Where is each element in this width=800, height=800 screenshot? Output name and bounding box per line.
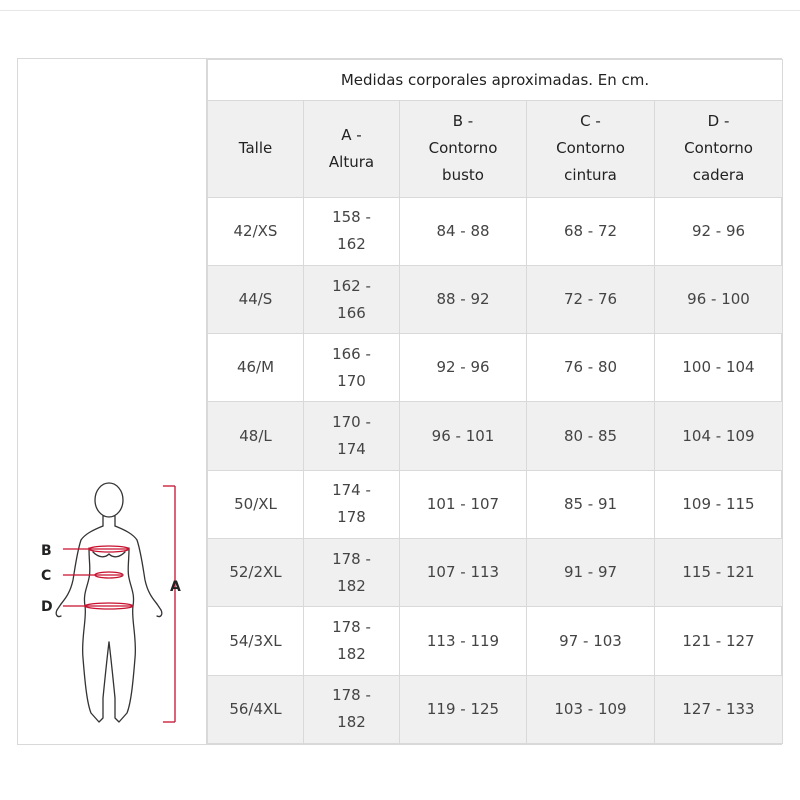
body-measurement-figure	[17, 58, 207, 745]
cell-altura: 178 - 182	[304, 675, 400, 743]
table-row	[208, 197, 783, 265]
cell-talle: 44/S	[208, 265, 304, 333]
cell-cadera: 104 - 109	[655, 402, 783, 470]
cell-busto: 92 - 96	[400, 334, 527, 402]
cell-altura: 174 - 178	[304, 470, 400, 538]
table-row	[208, 539, 783, 607]
cell-cadera: 109 - 115	[655, 470, 783, 538]
top-divider	[0, 10, 800, 11]
label-d: D	[41, 599, 53, 615]
label-c: C	[41, 568, 52, 584]
table-row	[208, 607, 783, 675]
cell-cintura: 85 - 91	[527, 470, 655, 538]
cell-busto: 96 - 101	[400, 402, 527, 470]
cell-cadera: 127 - 133	[655, 675, 783, 743]
cell-talle: 48/L	[208, 402, 304, 470]
cell-busto: 113 - 119	[400, 607, 527, 675]
cell-cintura: 91 - 97	[527, 539, 655, 607]
cell-talle: 46/M	[208, 334, 304, 402]
cell-talle: 56/4XL	[208, 675, 304, 743]
table-caption: Medidas corporales aproximadas. En cm.	[208, 60, 783, 101]
cell-cintura: 80 - 85	[527, 402, 655, 470]
label-a: A	[170, 579, 181, 595]
cell-cintura: 72 - 76	[527, 265, 655, 333]
header-busto: B - Contorno busto	[400, 101, 527, 197]
cell-busto: 88 - 92	[400, 265, 527, 333]
caption-row	[208, 60, 783, 101]
cell-cadera: 115 - 121	[655, 539, 783, 607]
cell-talle: 50/XL	[208, 470, 304, 538]
body-figure-cell	[17, 58, 207, 745]
label-b: B	[41, 543, 52, 559]
cell-cadera: 100 - 104	[655, 334, 783, 402]
header-talle: Talle	[208, 101, 304, 197]
cell-busto: 101 - 107	[400, 470, 527, 538]
cell-busto: 107 - 113	[400, 539, 527, 607]
size-table	[207, 59, 783, 744]
cell-altura: 178 - 182	[304, 539, 400, 607]
cell-talle: 52/2XL	[208, 539, 304, 607]
cell-talle: 54/3XL	[208, 607, 304, 675]
cell-altura: 170 - 174	[304, 402, 400, 470]
cell-cintura: 76 - 80	[527, 334, 655, 402]
cell-altura: 158 - 162	[304, 197, 400, 265]
table-row	[208, 402, 783, 470]
cell-altura: 178 - 182	[304, 607, 400, 675]
cell-cintura: 103 - 109	[527, 675, 655, 743]
cell-altura: 166 - 170	[304, 334, 400, 402]
table-row	[208, 265, 783, 333]
cell-altura: 162 - 166	[304, 265, 400, 333]
header-altura: A - Altura	[304, 101, 400, 197]
table-row	[208, 470, 783, 538]
header-row	[208, 101, 783, 197]
header-cadera: D - Contorno cadera	[655, 101, 783, 197]
table-row	[208, 675, 783, 743]
cell-busto: 119 - 125	[400, 675, 527, 743]
cell-cadera: 96 - 100	[655, 265, 783, 333]
table-row	[208, 334, 783, 402]
cell-cintura: 68 - 72	[527, 197, 655, 265]
header-cintura: C - Contorno cintura	[527, 101, 655, 197]
cell-talle: 42/XS	[208, 197, 304, 265]
cell-cadera: 92 - 96	[655, 197, 783, 265]
cell-cintura: 97 - 103	[527, 607, 655, 675]
measurement-lines	[63, 486, 175, 722]
cell-cadera: 121 - 127	[655, 607, 783, 675]
cell-busto: 84 - 88	[400, 197, 527, 265]
